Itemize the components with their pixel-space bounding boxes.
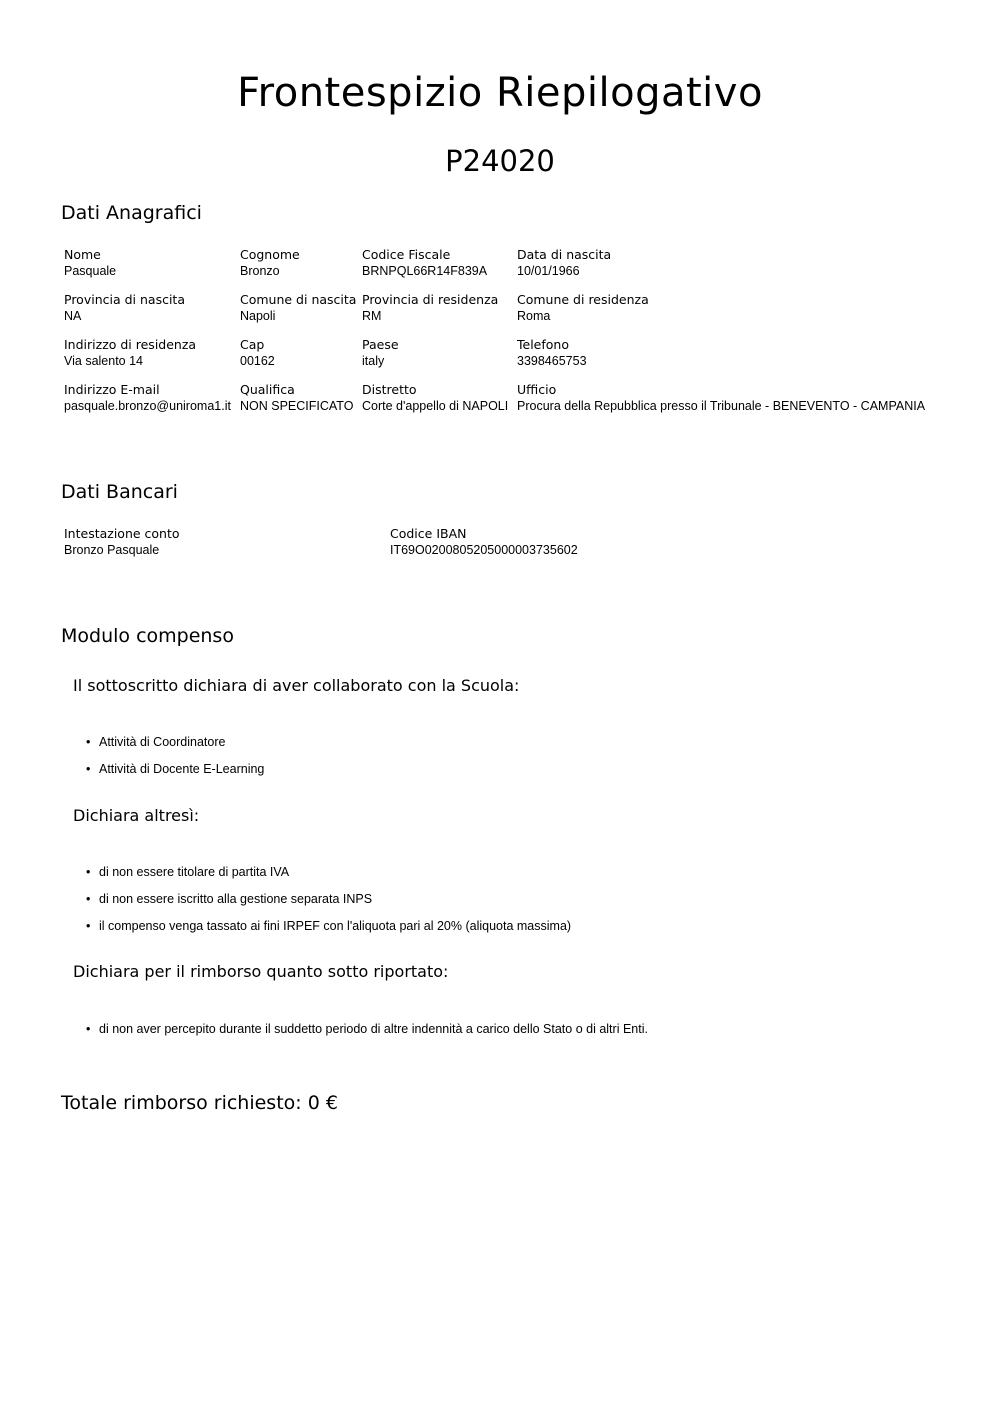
field-value: Bronzo Pasquale: [64, 543, 160, 557]
field-telefono: [517, 336, 587, 370]
field-indirizzo-residenza: [64, 336, 196, 370]
bullet-icon: •: [86, 865, 91, 879]
bullet-icon: •: [86, 735, 91, 749]
field-cognome: [240, 246, 300, 280]
field-paese: [362, 336, 399, 370]
field-value: 10/01/1966: [517, 264, 580, 278]
field-distretto: [362, 381, 508, 415]
list-item: [86, 891, 571, 918]
list-item-text: di non essere iscritto alla gestione separata INPS: [99, 892, 373, 906]
field-label: Codice Fiscale: [362, 247, 451, 262]
field-ufficio: [517, 381, 925, 415]
field-label: Ufficio: [517, 382, 557, 397]
field-label: Qualifica: [240, 382, 295, 397]
field-data-nascita: [517, 246, 611, 280]
field-label: Provincia di nascita: [64, 292, 185, 307]
field-value: Corte d'appello di NAPOLI: [362, 399, 509, 413]
collaborazione-list: [86, 734, 264, 788]
field-provincia-nascita: [64, 291, 185, 325]
list-item: [86, 864, 571, 891]
field-intestazione-conto: [64, 525, 180, 559]
field-value: Bronzo: [240, 264, 280, 278]
field-value: 00162: [240, 354, 275, 368]
field-label: Cognome: [240, 247, 300, 262]
bullet-icon: •: [86, 762, 91, 776]
field-provincia-residenza: [362, 291, 498, 325]
list-item-text: di non aver percepito durante il suddetto periodo di altre indennità a carico dello Stato o di altri Enti.: [99, 1022, 648, 1036]
list-item-text: Attività di Coordinatore: [99, 735, 226, 749]
section-title-compenso: Modulo compenso: [61, 625, 234, 647]
field-value: Napoli: [240, 309, 276, 323]
field-value: IT69O0200805205000003735602: [390, 543, 578, 557]
list-item: [86, 918, 571, 945]
altresi-heading: Dichiara altresì:: [73, 806, 200, 825]
list-item: [86, 1021, 648, 1048]
list-item-text: di non essere titolare di partita IVA: [99, 865, 290, 879]
field-label: Codice IBAN: [390, 526, 467, 541]
section-title-anagrafica: Dati Anagrafici: [61, 202, 202, 224]
bullet-icon: •: [86, 892, 91, 906]
field-email: [64, 381, 231, 415]
field-label: Indirizzo di residenza: [64, 337, 197, 352]
field-label: Cap: [240, 337, 265, 352]
field-codice-iban: [390, 525, 578, 559]
field-value: RM: [362, 309, 382, 323]
field-value: 3398465753: [517, 354, 587, 368]
list-item-text: Attività di Docente E-Learning: [99, 762, 265, 776]
field-label: Paese: [362, 337, 399, 352]
field-value: NON SPECIFICATO: [240, 399, 354, 413]
field-value: Roma: [517, 309, 551, 323]
field-label: Intestazione conto: [64, 526, 180, 541]
document-code: P24020: [445, 144, 555, 178]
field-value: NA: [64, 309, 82, 323]
field-comune-residenza: [517, 291, 649, 325]
totale-rimborso: Totale rimborso richiesto: 0 €: [61, 1092, 338, 1114]
section-title-bancari: Dati Bancari: [61, 481, 178, 503]
rimborso-list: [86, 1021, 648, 1048]
list-item: [86, 734, 264, 761]
field-comune-nascita: [240, 291, 356, 325]
field-codice-fiscale: [362, 246, 487, 280]
bullet-icon: •: [86, 919, 91, 933]
field-value: Procura della Repubblica presso il Tribunale - BENEVENTO - CAMPANIA: [517, 399, 926, 413]
field-label: Comune di nascita: [240, 292, 357, 307]
page-title: Frontespizio Riepilogativo: [237, 70, 763, 116]
altresi-list: [86, 864, 571, 945]
field-cap: [240, 336, 275, 370]
field-label: Nome: [64, 247, 101, 262]
field-value: italy: [362, 354, 385, 368]
field-label: Comune di residenza: [517, 292, 649, 307]
field-label: Telefono: [517, 337, 569, 352]
field-label: Distretto: [362, 382, 417, 397]
field-value: BRNPQL66R14F839A: [362, 264, 488, 278]
rimborso-heading: Dichiara per il rimborso quanto sotto riportato:: [73, 962, 449, 981]
collaborazione-heading: Il sottoscritto dichiara di aver collaborato con la Scuola:: [73, 676, 520, 695]
field-nome: [64, 246, 116, 280]
field-qualifica: [240, 381, 353, 415]
bullet-icon: •: [86, 1022, 91, 1036]
field-value: Pasquale: [64, 264, 117, 278]
field-label: Provincia di residenza: [362, 292, 499, 307]
field-value: Via salento 14: [64, 354, 143, 368]
list-item: [86, 761, 264, 788]
field-label: Data di nascita: [517, 247, 612, 262]
field-label: Indirizzo E-mail: [64, 382, 160, 397]
field-value: pasquale.bronzo@uniroma1.it: [64, 399, 231, 413]
list-item-text: il compenso venga tassato ai fini IRPEF con l'aliquota pari al 20% (aliquota massima): [99, 919, 572, 933]
